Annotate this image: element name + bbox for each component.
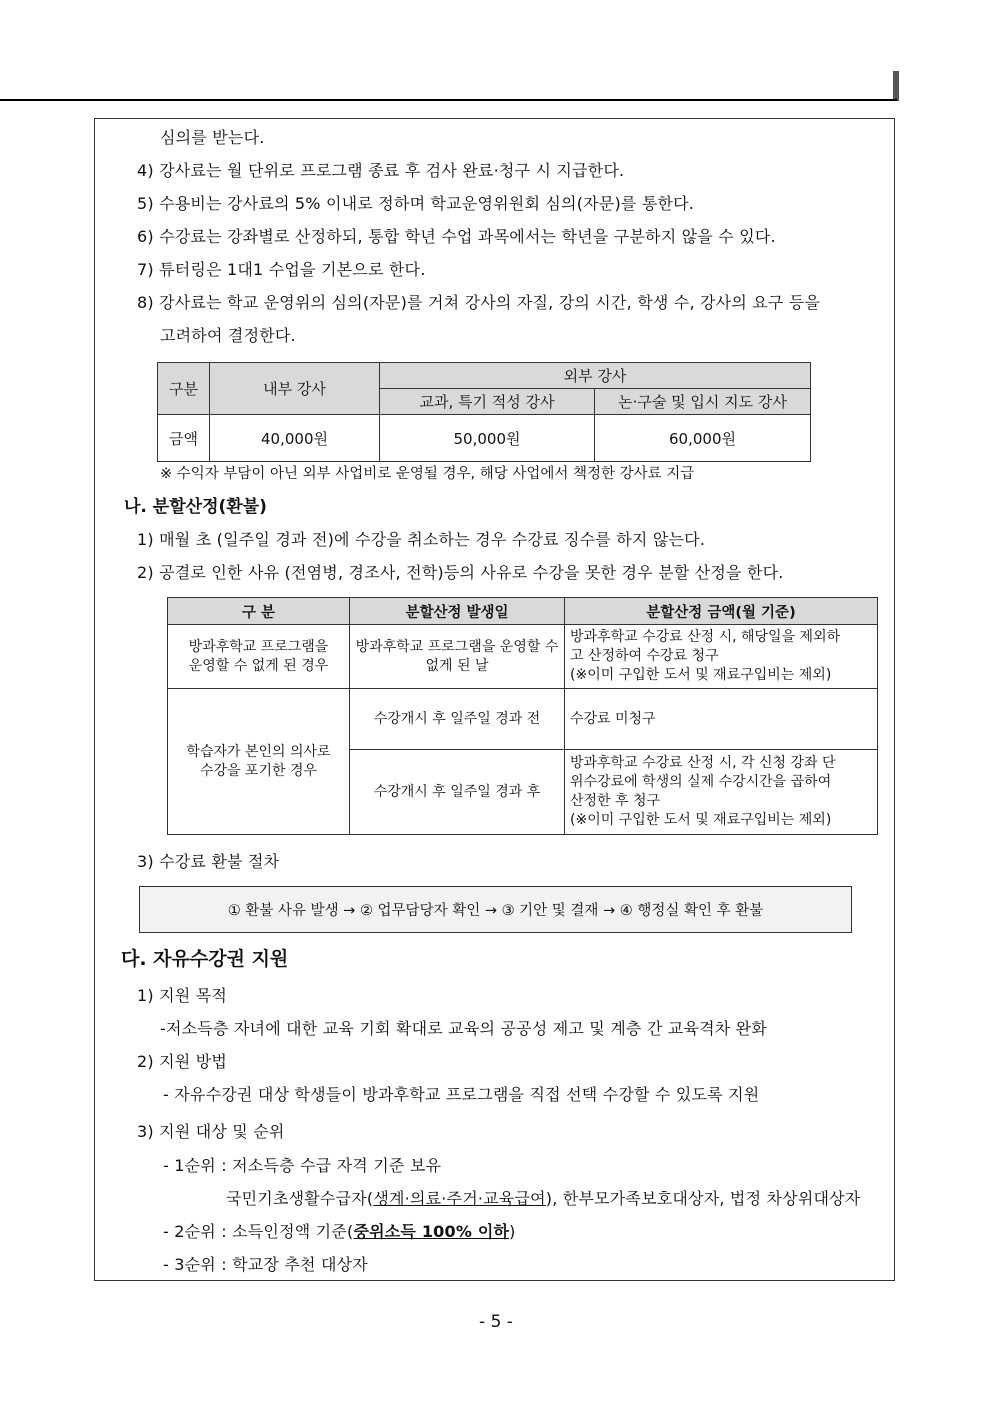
text-line: - 자유수강권 대상 학생들이 방과후학교 프로그램을 직접 선택 수강할 수 있도록 지원 — [163, 1085, 760, 1104]
fee-row-label: 금액 — [158, 415, 210, 462]
refund-header-amount: 분할산정 금액(월 기준) — [565, 598, 878, 625]
text-line: 1) 매월 초 (일주일 경과 전)에 수강을 취소하는 경우 수강료 징수를 하지 않는다. — [137, 530, 706, 549]
text-line: 5) 수용비는 강사료의 5% 이내로 정하며 학교운영위원회 심의(자문)를 통한다. — [137, 194, 695, 213]
refund-header-date: 분할산정 발생일 — [350, 598, 565, 625]
fee-header-internal: 내부 강사 — [210, 363, 380, 415]
text-line: -저소득층 자녀에 대한 교육 기회 확대로 교육의 공공성 제고 및 계층 간 교육격차 완화 — [160, 1019, 767, 1038]
refund-cell: 학습자가 본인의 의사로 수강을 포기한 경우 — [168, 689, 350, 835]
section-heading-refund: 나. 분할산정(환불) — [124, 497, 267, 517]
fee-subject-amount: 50,000원 — [380, 415, 595, 462]
text-line: 6) 수강료는 강좌별로 산정하되, 통합 학년 수업 과목에서는 학년을 구분하지 않을 수 있다. — [137, 227, 776, 246]
refund-cell: 방과후학교 프로그램을 운영할 수 없게 된 날 — [350, 625, 565, 689]
refund-cell: 수강개시 후 일주일 경과 후 — [350, 750, 565, 835]
refund-procedure-box: ① 환불 사유 발생 → ② 업무담당자 확인 → ③ 기안 및 결재 → ④ 행정실 확인 후 환불 — [139, 886, 852, 933]
refund-cell: 방과후학교 프로그램을 운영할 수 없게 된 경우 — [168, 625, 350, 689]
text-line: - 3순위 : 학교장 추천 대상자 — [163, 1255, 368, 1274]
section-heading-voucher: 다. 자유수강권 지원 — [121, 948, 289, 970]
text-line: - 2순위 : 소득인정액 기준(중위소득 100% 이하) — [163, 1222, 516, 1241]
page-number: - 5 - — [479, 1312, 513, 1332]
text-line: 고려하여 결정한다. — [160, 326, 296, 345]
fee-internal-amount: 40,000원 — [210, 415, 380, 462]
text-line: 3) 수강료 환불 절차 — [137, 852, 280, 871]
fee-header-external: 외부 강사 — [380, 363, 811, 389]
text-line: - 1순위 : 저소득층 수급 자격 기준 보유 — [163, 1156, 442, 1175]
refund-header-category: 구 분 — [168, 598, 350, 625]
fee-header-subject: 교과, 특기 적성 강사 — [380, 389, 595, 415]
text-line: 8) 강사료는 학교 운영위의 심의(자문)를 거쳐 강사의 자질, 강의 시간, 학생 수, 강사의 요구 등을 — [137, 293, 821, 312]
refund-cell: 수강개시 후 일주일 경과 전 — [350, 689, 565, 750]
fee-header-category: 구분 — [158, 363, 210, 415]
text-line: 4) 강사료는 월 단위로 프로그램 종료 후 검사 완료·청구 시 지급한다. — [137, 161, 625, 180]
text-line: 2) 지원 방법 — [137, 1052, 228, 1071]
fee-header-essay: 논·구술 및 입시 지도 강사 — [595, 389, 811, 415]
header-rule — [0, 99, 897, 101]
text-line: 7) 튜터링은 1대1 수업을 기본으로 한다. — [137, 260, 426, 279]
refund-cell: 수강료 미청구 — [565, 689, 878, 750]
text-line: 심의를 받는다. — [160, 128, 265, 147]
text-line: 국민기초생활수급자(생계·의료·주거·교육급여), 한부모가족보호대상자, 법정 차상위대상자 — [226, 1189, 861, 1208]
text-line: 1) 지원 목적 — [137, 986, 228, 1005]
header-corner-bar — [893, 71, 899, 101]
text-line: 2) 공결로 인한 사유 (전염병, 경조사, 전학)등의 사유로 수강을 못한 경우 분할 산정을 한다. — [137, 563, 784, 582]
refund-cell: 방과후학교 수강료 산정 시, 각 신청 강좌 단 위수강료에 학생의 실제 수강시간을 곱하여 산정한 후 청구 (※이미 구입한 도서 및 재료구입비는 제외) — [565, 750, 878, 835]
text-line: 3) 지원 대상 및 순위 — [137, 1122, 285, 1141]
instructor-fee-table — [157, 362, 811, 462]
fee-note: ※ 수익자 부담이 아닌 외부 사업비로 운영될 경우, 해당 사업에서 책정한 강사료 지급 — [160, 466, 695, 482]
fee-essay-amount: 60,000원 — [595, 415, 811, 462]
refund-cell: 방과후학교 수강료 산정 시, 해당일을 제외하 고 산정하여 수강료 청구 (※이미 구입한 도서 및 재료구입비는 제외) — [565, 625, 878, 689]
refund-table — [167, 597, 878, 835]
